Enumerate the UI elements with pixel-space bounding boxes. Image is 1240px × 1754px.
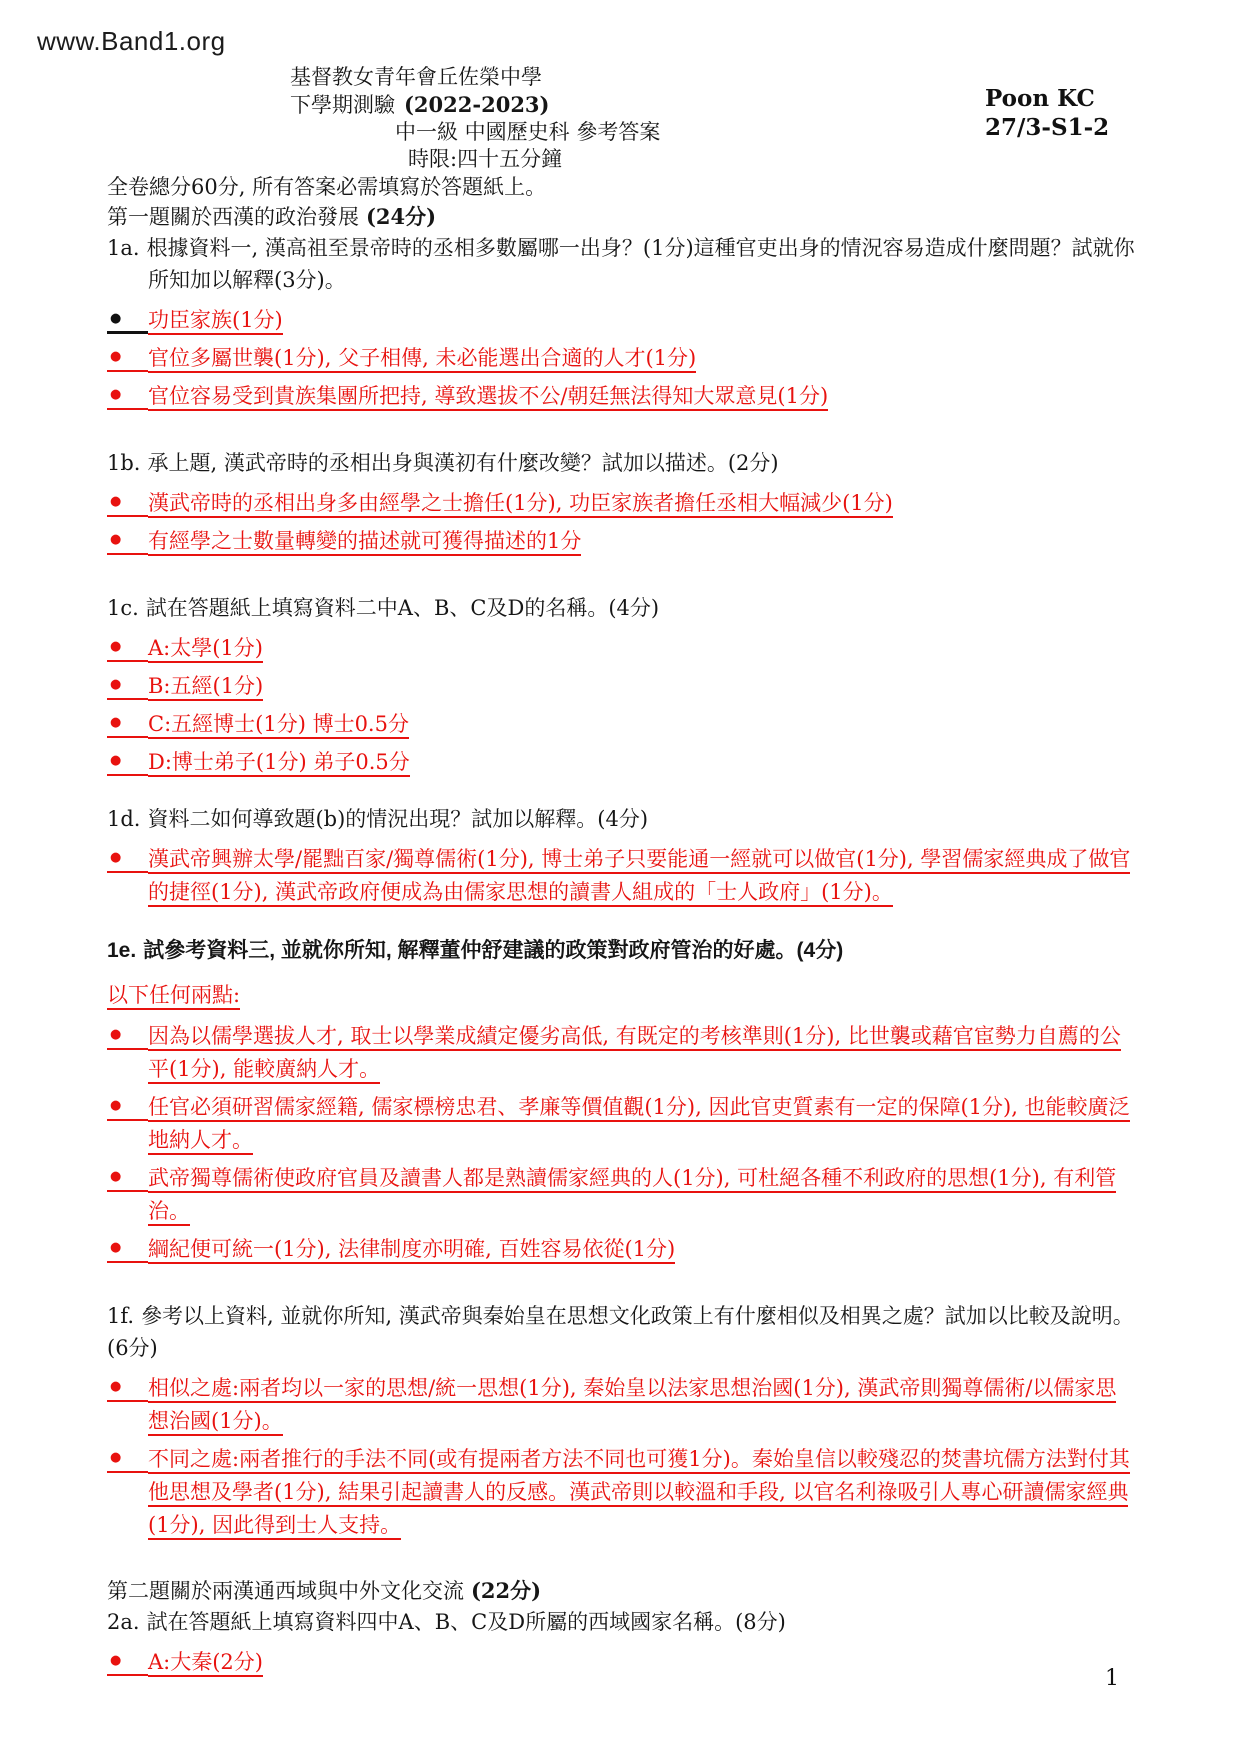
bullet-icon: ● xyxy=(107,1372,148,1402)
answer-item xyxy=(107,843,1136,909)
school-name: 基督教女青年會丘佐榮中學 xyxy=(290,65,542,89)
answer-item xyxy=(107,746,1136,779)
answer-item xyxy=(107,708,1136,741)
question-1e-text: 試參考資料三, 並就你所知, 解釋董仲舒建議的政策對政府管治的好處。(4分) xyxy=(143,939,844,962)
answer-text: 官位容易受到貴族集團所把持, 導致選拔不公/朝廷無法得知大眾意見(1分) xyxy=(148,384,828,411)
bullet-icon: ● xyxy=(107,1233,148,1263)
teacher-code-ref: 27/3-S1-2 xyxy=(985,114,1110,141)
answers-1d xyxy=(107,843,1136,909)
answer-item xyxy=(107,1443,1136,1542)
answer-text: 因為以儒學選拔人才, 取士以學業成績定優劣高低, 有既定的考核準則(1分), 比世襲或藉官宦勢力自薦的公平(1分), 能較廣納人才。 xyxy=(148,1024,1121,1084)
answer-text: 不同之處:兩者推行的手法不同(或有提兩者方法不同也可獲1分)。秦始皇信以較殘忍的焚書坑儒方法對付其他思想及學者(1分), 結果引起讀書人的反感。漢武帝則以較溫和手段, 以官名利祿吸引人專心研讀儒家經典(1分), 因此得到士人支持。 xyxy=(148,1447,1130,1540)
answers-1c xyxy=(107,632,1136,779)
answer-text: 任官必須研習儒家經籍, 儒家標榜忠君、孝廉等價值觀(1分), 因此官吏質素有一定的保障(1分), 也能較廣泛地納人才。 xyxy=(148,1095,1130,1155)
answer-text: 官位多屬世襲(1分), 父子相傳, 未必能選出合適的人才(1分) xyxy=(148,346,696,373)
question-block-1e xyxy=(107,935,1136,1266)
answer-text: B:五經(1分) xyxy=(148,674,263,701)
question-1e xyxy=(107,935,1136,967)
page-number: 1 xyxy=(1105,1666,1119,1691)
answer-item xyxy=(107,632,1136,665)
bullet-icon: ● xyxy=(107,746,148,776)
bullet-icon: ● xyxy=(107,304,148,334)
exam-term-line xyxy=(107,91,1136,119)
section1-title xyxy=(107,202,1136,232)
section2-title-text: 第二題關於兩漢通西域與中外文化交流 xyxy=(107,1579,464,1603)
teacher-code-name: Poon KC xyxy=(985,85,1095,112)
question-1d-text: 資料二如何導致題(b)的情況出現？試加以解釋。(4分) xyxy=(147,807,649,831)
answer-item xyxy=(107,1091,1136,1157)
answer-text: 漢武帝時的丞相出身多由經學之士擔任(1分), 功臣家族者擔任丞相大幅減少(1分) xyxy=(148,491,893,518)
answer-text: A:太學(1分) xyxy=(148,636,263,663)
question-1f-label: 1f. xyxy=(107,1304,135,1328)
answer-text: 漢武帝興辦太學/罷黜百家/獨尊儒術(1分), 博士弟子只要能通一經就可以做官(1分), 學習儒家經典成了做官的捷徑(1分), 漢武帝政府便成為由儒家思想的讀書人組成的「士人政府」(1分)。 xyxy=(148,847,1130,907)
answer-text: 相似之處:兩者均以一家的思想/統一思想(1分), 秦始皇以法家思想治國(1分), 漢武帝則獨尊儒術/以儒家思想治國(1分)。 xyxy=(148,1376,1116,1436)
answer-text: A:大秦(2分) xyxy=(148,1650,263,1677)
answers-2a xyxy=(107,1646,1136,1679)
question-2a-label: 2a. xyxy=(107,1610,140,1634)
answer-text: 有經學之士數量轉變的描述就可獲得描述的1分 xyxy=(148,529,581,556)
answer-item xyxy=(107,487,1136,520)
answer-text: 功臣家族(1分) xyxy=(148,308,283,335)
bullet-icon: ● xyxy=(107,1091,148,1121)
answer-item xyxy=(107,380,1136,413)
question-block-1b xyxy=(107,447,1136,558)
question-1c xyxy=(107,592,1136,624)
answer-item xyxy=(107,1233,1136,1266)
section1-marks: (24分) xyxy=(366,204,437,229)
answer-item xyxy=(107,1372,1136,1438)
section2-marks: (22分) xyxy=(471,1578,542,1603)
question-1e-label: 1e. xyxy=(107,939,137,962)
answers-1a xyxy=(107,304,1136,413)
exam-header xyxy=(107,64,1136,173)
answer-item xyxy=(107,1646,1136,1679)
question-1b-text: 承上題, 漢武帝時的丞相出身與漢初有什麼改變？試加以描述。(2分) xyxy=(147,451,779,475)
question-1b-label: 1b. xyxy=(107,451,141,475)
question-1c-text: 試在答題紙上填寫資料二中A、B、C及D的名稱。(4分) xyxy=(145,596,660,620)
teacher-code xyxy=(985,84,1109,142)
answers-1e xyxy=(107,1020,1136,1266)
time-limit: 時限:四十五分鐘 xyxy=(408,147,563,171)
question-1f xyxy=(107,1300,1136,1364)
bullet-icon: ● xyxy=(107,1162,148,1192)
instruction: 全卷總分60分, 所有答案必需填寫於答題紙上。 xyxy=(107,175,547,199)
answer-item xyxy=(107,670,1136,703)
bullet-icon: ● xyxy=(107,525,148,555)
question-2a-text: 試在答題紙上填寫資料四中A、B、C及D所屬的西域國家名稱。(8分) xyxy=(146,1610,786,1634)
question-1a xyxy=(107,232,1136,296)
question-block-1a xyxy=(107,232,1136,413)
bullet-icon: ● xyxy=(107,1443,148,1473)
answer-text: C:五經博士(1分) 博士0.5分 xyxy=(148,712,409,739)
question-2a xyxy=(107,1606,1136,1638)
answer-item xyxy=(107,1020,1136,1086)
subject-line: 中一級 中國歷史科 參考答案 xyxy=(395,120,661,144)
answer-item xyxy=(107,525,1136,558)
section1-title-text: 第一題關於西漢的政治發展 xyxy=(107,205,359,229)
exam-term: 下學期測驗 xyxy=(290,93,395,117)
page-content xyxy=(107,0,1136,1679)
bullet-icon: ● xyxy=(107,670,148,700)
question-1d xyxy=(107,803,1136,835)
question-1f-text: 參考以上資料, 並就你所知, 漢武帝與秦始皇在思想文化政策上有什麼相似及相異之處？試加以比較及說明。(6分) xyxy=(107,1304,1134,1360)
watermark: www.Band1.org xyxy=(37,26,226,56)
answer-text: 武帝獨尊儒術使政府官員及讀書人都是熟讀儒家經典的人(1分), 可杜絕各種不利政府的思想(1分), 有利管治。 xyxy=(148,1166,1116,1226)
question-1b xyxy=(107,447,1136,479)
question-1c-label: 1c. xyxy=(107,596,139,620)
question-block-1f xyxy=(107,1300,1136,1542)
answers-1b xyxy=(107,487,1136,558)
answer-item xyxy=(107,1162,1136,1228)
bullet-icon: ● xyxy=(107,342,148,372)
section2-title xyxy=(107,1576,1136,1606)
answer-item xyxy=(107,304,1136,337)
question-block-2a xyxy=(107,1606,1136,1679)
question-1d-label: 1d. xyxy=(107,807,141,831)
answer-text: 綱紀便可統一(1分), 法律制度亦明確, 百姓容易依從(1分) xyxy=(148,1237,675,1264)
bullet-icon: ● xyxy=(107,632,148,662)
answers-1f xyxy=(107,1372,1136,1542)
bullet-icon: ● xyxy=(107,843,148,873)
bullet-icon: ● xyxy=(107,1646,148,1676)
bullet-icon: ● xyxy=(107,708,148,738)
bullet-icon: ● xyxy=(107,380,148,410)
answer-item xyxy=(107,342,1136,375)
bullet-icon: ● xyxy=(107,487,148,517)
bullet-icon: ● xyxy=(107,1020,148,1050)
marking-note: 以下任何兩點: xyxy=(107,979,1136,1012)
answer-text: D:博士弟子(1分) 弟子0.5分 xyxy=(148,750,410,777)
question-block-1c xyxy=(107,592,1136,779)
question-block-1d xyxy=(107,803,1136,909)
question-1a-label: 1a. xyxy=(107,236,140,260)
question-1a-text: 根據資料一, 漢高祖至景帝時的丞相多數屬哪一出身？(1分)這種官吏出身的情況容易造成什麼問題？試就你所知加以解釋(3分)。 xyxy=(146,236,1135,292)
exam-year: (2022-2023) xyxy=(404,92,550,117)
